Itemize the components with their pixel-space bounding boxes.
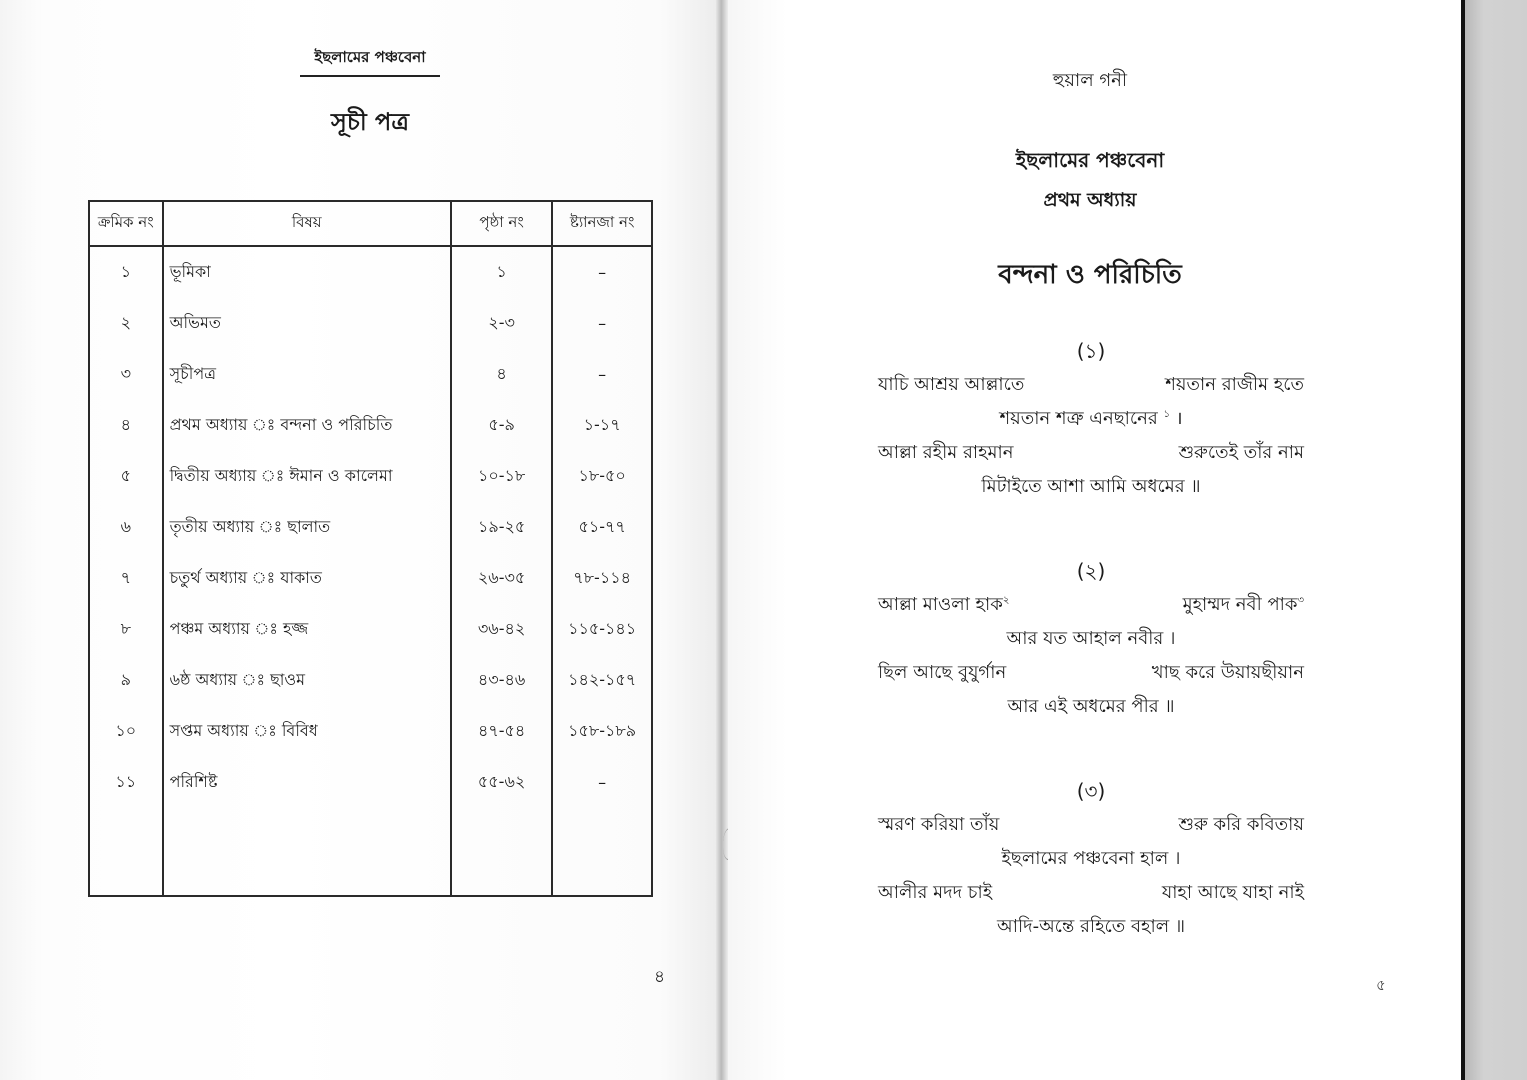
- col-header-stanza: ষ্ট্যানজা নং: [552, 201, 652, 246]
- cell-page: ২-৩: [451, 298, 552, 349]
- table-row: [89, 553, 652, 604]
- cell-page: ৪: [451, 349, 552, 400]
- table-row: [89, 451, 652, 502]
- cell-serial: ৫: [89, 451, 163, 502]
- verse-line: [878, 656, 1304, 690]
- table-row: [89, 502, 652, 553]
- verse-line: [878, 808, 1304, 842]
- cell-topic: অভিমত: [163, 298, 451, 349]
- cell-page: ৪৭-৫৪: [451, 706, 552, 757]
- cell-topic: ৬ষ্ঠ অধ্যায় ঃ ছাওম: [163, 655, 451, 706]
- verse-line: [878, 436, 1304, 470]
- cell-serial: ৬: [89, 502, 163, 553]
- verse-right: যাহা আছে যাহা নাই: [1161, 882, 1304, 903]
- toc-header-row: [89, 201, 652, 246]
- cell-page: ৩৬-৪২: [451, 604, 552, 655]
- cell-stanza: –: [552, 246, 652, 298]
- book-title: ইছলামের পঞ্চবেনা: [1015, 148, 1165, 172]
- cell-stanza: ৭৮-১১৪: [552, 553, 652, 604]
- verse-line: [878, 876, 1304, 910]
- cell-stanza: ১৮-৫০: [552, 451, 652, 502]
- verse-line: [878, 368, 1304, 402]
- verse-left: ছিল আছে বুযুর্গান: [878, 662, 1007, 683]
- table-row: [89, 246, 652, 298]
- cell-serial: ৪: [89, 400, 163, 451]
- cell-page: ১০-১৮: [451, 451, 552, 502]
- footnote-marker: ২: [1002, 595, 1010, 606]
- cell-stanza: ১৪২-১৫৭: [552, 655, 652, 706]
- cell-stanza: –: [552, 298, 652, 349]
- book-gutter: [716, 0, 728, 1080]
- col-header-topic: বিষয়: [163, 201, 451, 246]
- cell-serial: ৩: [89, 349, 163, 400]
- scanner-background: [1465, 0, 1527, 1080]
- cell-page: ৫৫-৬২: [451, 757, 552, 808]
- verse-punct: ।: [1175, 408, 1183, 429]
- cell-topic: তৃতীয় অধ্যায় ঃ ছালাত: [163, 502, 451, 553]
- verse-refrain: আর যত আহাল নবীর ।: [1006, 628, 1176, 649]
- table-row: [89, 298, 652, 349]
- col-header-serial: ক্রমিক নং: [89, 201, 163, 246]
- col-header-page: পৃষ্ঠা নং: [451, 201, 552, 246]
- table-filler-row: [89, 808, 652, 896]
- chapter-subtitle: বন্দনা ও পরিচিতি: [998, 260, 1182, 290]
- cell-stanza: –: [552, 757, 652, 808]
- verse-refrain: ইছলামের পঞ্চবেনা হাল ।: [1001, 848, 1181, 869]
- verse-left: আলীর মদদ চাই: [878, 882, 993, 903]
- cell-topic: দ্বিতীয় অধ্যায় ঃ ঈমান ও কালেমা: [163, 451, 451, 502]
- cell-stanza: –: [552, 349, 652, 400]
- cell-serial: ১০: [89, 706, 163, 757]
- verse-right: খাছ করে উয়ায়ছীয়ান: [1151, 662, 1304, 683]
- verse-refrain: মিটাইতে আশা আমি অধমের ॥: [981, 476, 1201, 497]
- cell-serial: ৭: [89, 553, 163, 604]
- verse-text: শয়তান শত্রু এনছানের: [999, 408, 1158, 429]
- stanza-number: (১): [1076, 339, 1106, 363]
- cell-stanza: ১১৫-১৪১: [552, 604, 652, 655]
- verse-refrain: [878, 402, 1304, 436]
- toc-table: [88, 200, 653, 897]
- verse-text: আল্লা মাওলা হাক: [878, 594, 1003, 615]
- toc-title: সূচী পত্র: [331, 108, 409, 136]
- table-row: [89, 400, 652, 451]
- stanza-3: [878, 774, 1304, 944]
- verse-line: [878, 588, 1304, 622]
- cell-stanza: ১-১৭: [552, 400, 652, 451]
- cell-stanza: ১৫৮-১৮৯: [552, 706, 652, 757]
- cell-serial: ২: [89, 298, 163, 349]
- running-head: ইছলামের পঞ্চবেনা: [300, 46, 440, 77]
- verse-refrain: আর এই অধমের পীর ॥: [1007, 696, 1175, 717]
- footnote-marker: ১: [1163, 409, 1170, 420]
- verse-left: [878, 588, 1009, 622]
- cell-serial: ১: [89, 246, 163, 298]
- cell-page: ২৬-৩৫: [451, 553, 552, 604]
- cell-topic: সূচীপত্র: [163, 349, 451, 400]
- table-row: [89, 655, 652, 706]
- verse-right: শয়তান রাজীম হতে: [1165, 374, 1304, 395]
- verse-left: যাচি আশ্রয় আল্লাতে: [878, 374, 1025, 395]
- page-number-right: ৫: [1376, 976, 1386, 994]
- verse-right: শুরুতেই তাঁর নাম: [1178, 442, 1304, 463]
- cell-topic: ভূমিকা: [163, 246, 451, 298]
- verse-right: শুরু করি কবিতায়: [1178, 814, 1304, 835]
- stanza-number: (২): [1076, 559, 1106, 583]
- author-heading: হুয়াল গনী: [1052, 70, 1128, 91]
- stanza-number: (৩): [1076, 779, 1106, 803]
- stanza-1: [878, 334, 1304, 504]
- cell-serial: ১১: [89, 757, 163, 808]
- cell-topic: প্রথম অধ্যায় ঃ বন্দনা ও পরিচিতি: [163, 400, 451, 451]
- cell-stanza: ৫১-৭৭: [552, 502, 652, 553]
- verse-text: মুহাম্মদ নবী পাক: [1182, 594, 1298, 615]
- verse-right: [1183, 588, 1304, 622]
- cell-topic: পঞ্চম অধ্যায় ঃ হজ্জ: [163, 604, 451, 655]
- verse-left: স্মরণ করিয়া তাঁয়: [878, 814, 1000, 835]
- cell-topic: পরিশিষ্ট: [163, 757, 451, 808]
- cell-page: ১: [451, 246, 552, 298]
- cell-serial: ৮: [89, 604, 163, 655]
- cell-serial: ৯: [89, 655, 163, 706]
- page-number-left: ৪: [654, 967, 666, 987]
- verse-left: আল্লা রহীম রাহমান: [878, 442, 1014, 463]
- chapter-heading: প্রথম অধ্যায়: [1043, 189, 1137, 211]
- cell-page: ৪৩-৪৬: [451, 655, 552, 706]
- table-row: [89, 757, 652, 808]
- cell-page: ৫-৯: [451, 400, 552, 451]
- cell-topic: চতুর্থ অধ্যায় ঃ যাকাত: [163, 553, 451, 604]
- table-row: [89, 706, 652, 757]
- cell-topic: সপ্তম অধ্যায় ঃ বিবিধ: [163, 706, 451, 757]
- stanza-2: [878, 554, 1304, 724]
- footnote-marker: ৩: [1297, 595, 1304, 606]
- table-row: [89, 349, 652, 400]
- verse-refrain: আদি-অন্তে রহিতে বহাল ॥: [996, 916, 1186, 937]
- cell-page: ১৯-২৫: [451, 502, 552, 553]
- table-row: [89, 604, 652, 655]
